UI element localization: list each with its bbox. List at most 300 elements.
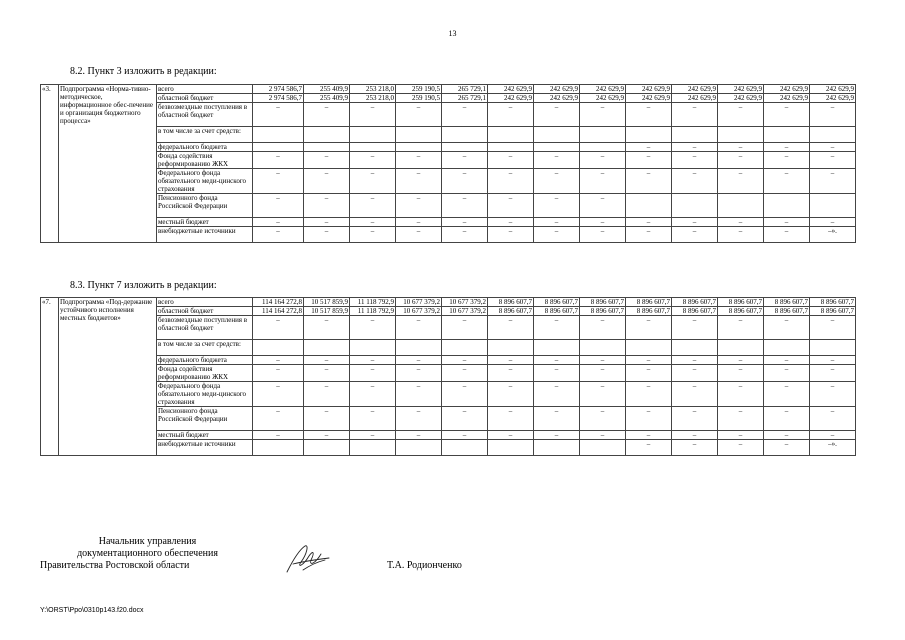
amount-cell: – [442, 103, 488, 127]
amount-cell: 242 629,9 [810, 85, 856, 94]
amount-cell: 242 629,9 [672, 94, 718, 103]
amount-cell [626, 340, 672, 356]
amount-cell: – [764, 316, 810, 340]
signer-title-line1: Начальник управления [98, 536, 197, 547]
amount-cell: 8 896 607,7 [810, 298, 856, 307]
amount-cell: 253 218,0 [350, 94, 396, 103]
amount-cell: 259 190,5 [396, 85, 442, 94]
table-row [41, 227, 856, 243]
amount-cell: – [580, 227, 626, 243]
amount-cell: 242 629,9 [580, 85, 626, 94]
amount-cell: – [488, 431, 534, 440]
funding-source: всего [157, 298, 253, 307]
amount-cell: – [764, 431, 810, 440]
amount-cell: – [626, 143, 672, 152]
amount-cell: – [718, 103, 764, 127]
page-number: 13 [448, 29, 457, 38]
funding-source: местный бюджет [157, 218, 253, 227]
amount-cell: – [488, 152, 534, 169]
amount-cell: – [626, 316, 672, 340]
amount-cell: – [626, 440, 672, 456]
amount-cell: – [396, 316, 442, 340]
funding-source: местный бюджет [157, 431, 253, 440]
funding-source: Фонда содействия реформированию ЖКХ [157, 365, 253, 382]
amount-cell: 114 164 272,8 [253, 307, 304, 316]
amount-cell: – [534, 365, 580, 382]
amount-cell: – [396, 407, 442, 431]
amount-cell: –». [810, 227, 856, 243]
amount-cell: – [253, 407, 304, 431]
amount-cell: –». [810, 440, 856, 456]
amount-cell: – [810, 169, 856, 194]
file-path: Y:\ORST\Ppo\0310p143.f20.docx [40, 607, 144, 614]
amount-cell: – [442, 407, 488, 431]
funding-source: областной бюджет [157, 94, 253, 103]
amount-cell [718, 127, 764, 143]
amount-cell: – [580, 356, 626, 365]
table-row [41, 440, 856, 456]
amount-cell: 10 677 379,2 [442, 298, 488, 307]
amount-cell: – [534, 103, 580, 127]
amount-cell: – [810, 152, 856, 169]
amount-cell [304, 143, 350, 152]
amount-cell: – [396, 152, 442, 169]
table-row [41, 307, 856, 316]
amount-cell [304, 340, 350, 356]
amount-cell: – [396, 382, 442, 407]
amount-cell: – [442, 356, 488, 365]
amount-cell: – [810, 356, 856, 365]
amount-cell: 242 629,9 [764, 85, 810, 94]
amount-cell: – [304, 218, 350, 227]
amount-cell: – [534, 169, 580, 194]
amount-cell [253, 127, 304, 143]
amount-cell: – [626, 218, 672, 227]
amount-cell: – [718, 316, 764, 340]
amount-cell [534, 127, 580, 143]
amount-cell: – [350, 382, 396, 407]
table-row [41, 356, 856, 365]
amount-cell: – [810, 143, 856, 152]
amount-cell: 114 164 272,8 [253, 298, 304, 307]
amount-cell: 8 896 607,7 [810, 307, 856, 316]
table-row [41, 194, 856, 218]
section-heading-8-3: 8.3. Пункт 7 изложить в редакции: [70, 280, 217, 291]
amount-cell: – [304, 152, 350, 169]
amount-cell: 8 896 607,7 [672, 307, 718, 316]
amount-cell [718, 340, 764, 356]
funding-source: областной бюджет [157, 307, 253, 316]
amount-cell [253, 440, 304, 456]
signature-block [40, 536, 255, 572]
table-row [41, 94, 856, 103]
amount-cell: – [442, 152, 488, 169]
amount-cell: 259 190,5 [396, 94, 442, 103]
amount-cell: 8 896 607,7 [488, 298, 534, 307]
table-row [41, 316, 856, 340]
amount-cell [672, 194, 718, 218]
amount-cell [396, 340, 442, 356]
amount-cell: – [442, 316, 488, 340]
funding-source: Пенсионного фонда Российской Федерации [157, 194, 253, 218]
amount-cell: – [304, 365, 350, 382]
amount-cell: – [396, 218, 442, 227]
amount-cell: – [764, 169, 810, 194]
amount-cell: – [534, 227, 580, 243]
amount-cell: – [253, 194, 304, 218]
amount-cell: 8 896 607,7 [580, 307, 626, 316]
amount-cell: – [534, 431, 580, 440]
amount-cell: – [253, 218, 304, 227]
amount-cell: – [442, 218, 488, 227]
funding-source: Фонда содействия реформированию ЖКХ [157, 152, 253, 169]
table-row [41, 431, 856, 440]
amount-cell [442, 143, 488, 152]
amount-cell [580, 143, 626, 152]
amount-cell [534, 340, 580, 356]
amount-cell: 8 896 607,7 [672, 298, 718, 307]
amount-cell [488, 143, 534, 152]
funding-source: федерального бюджета [157, 143, 253, 152]
budget-table-subprogram-3 [40, 84, 856, 243]
amount-cell: 11 118 792,9 [350, 307, 396, 316]
amount-cell: – [442, 227, 488, 243]
funding-source: безвозмездные поступления в областной бюджет [157, 316, 253, 340]
amount-cell: – [534, 356, 580, 365]
amount-cell: – [672, 382, 718, 407]
amount-cell [534, 440, 580, 456]
amount-cell [580, 440, 626, 456]
amount-cell: – [672, 316, 718, 340]
amount-cell [304, 440, 350, 456]
amount-cell: – [718, 169, 764, 194]
amount-cell: – [810, 382, 856, 407]
amount-cell: – [580, 152, 626, 169]
amount-cell: – [253, 365, 304, 382]
table-row [41, 407, 856, 431]
table-row [41, 127, 856, 143]
amount-cell [488, 340, 534, 356]
amount-cell: – [304, 431, 350, 440]
amount-cell: – [396, 169, 442, 194]
signer-title-line2: документационного обеспечения [77, 548, 218, 559]
amount-cell: – [718, 143, 764, 152]
amount-cell: – [626, 407, 672, 431]
amount-cell [718, 194, 764, 218]
amount-cell: – [534, 316, 580, 340]
amount-cell: – [304, 382, 350, 407]
amount-cell: – [580, 169, 626, 194]
amount-cell: – [396, 365, 442, 382]
amount-cell: – [442, 169, 488, 194]
amount-cell [350, 440, 396, 456]
table-row [41, 218, 856, 227]
row-index: «3. [41, 85, 59, 243]
amount-cell: – [350, 169, 396, 194]
amount-cell: – [304, 227, 350, 243]
amount-cell [442, 127, 488, 143]
amount-cell: – [672, 407, 718, 431]
amount-cell: – [534, 152, 580, 169]
amount-cell: – [442, 194, 488, 218]
amount-cell: – [304, 194, 350, 218]
funding-source: Федерального фонда обязательного меди-цинского страхования [157, 169, 253, 194]
amount-cell: – [304, 103, 350, 127]
amount-cell: – [396, 431, 442, 440]
amount-cell: 10 677 379,2 [442, 307, 488, 316]
amount-cell: – [764, 103, 810, 127]
amount-cell [626, 194, 672, 218]
amount-cell: – [580, 407, 626, 431]
amount-cell: – [718, 356, 764, 365]
amount-cell: 8 896 607,7 [764, 298, 810, 307]
amount-cell: – [626, 227, 672, 243]
amount-cell: – [253, 227, 304, 243]
amount-cell: – [350, 407, 396, 431]
amount-cell [810, 194, 856, 218]
amount-cell: 242 629,9 [488, 94, 534, 103]
amount-cell: – [672, 440, 718, 456]
amount-cell: – [764, 356, 810, 365]
amount-cell [253, 340, 304, 356]
amount-cell: 8 896 607,7 [764, 307, 810, 316]
amount-cell: 242 629,9 [672, 85, 718, 94]
amount-cell: – [580, 431, 626, 440]
amount-cell: – [672, 356, 718, 365]
amount-cell: – [488, 169, 534, 194]
amount-cell: – [350, 103, 396, 127]
table-row [41, 340, 856, 356]
amount-cell: – [764, 218, 810, 227]
amount-cell: 8 896 607,7 [626, 298, 672, 307]
amount-cell [350, 143, 396, 152]
amount-cell: 253 218,0 [350, 85, 396, 94]
funding-source: в том числе за счет средств: [157, 340, 253, 356]
handwritten-signature [283, 540, 331, 578]
amount-cell: – [672, 431, 718, 440]
amount-cell: – [764, 143, 810, 152]
amount-cell: – [488, 356, 534, 365]
signer-title-line3: Правительства Ростовской области [40, 560, 190, 571]
amount-cell: 265 729,1 [442, 94, 488, 103]
amount-cell: 11 118 792,9 [350, 298, 396, 307]
table-row [41, 85, 856, 94]
amount-cell: – [626, 169, 672, 194]
amount-cell: – [304, 407, 350, 431]
amount-cell: – [580, 365, 626, 382]
amount-cell: – [350, 356, 396, 365]
amount-cell: 10 517 859,9 [304, 307, 350, 316]
amount-cell: 242 629,9 [488, 85, 534, 94]
amount-cell: – [764, 407, 810, 431]
amount-cell: – [396, 194, 442, 218]
amount-cell: 8 896 607,7 [626, 307, 672, 316]
amount-cell: – [253, 152, 304, 169]
amount-cell: – [672, 218, 718, 227]
amount-cell: – [350, 152, 396, 169]
amount-cell: – [442, 431, 488, 440]
amount-cell: – [810, 431, 856, 440]
amount-cell: 242 629,9 [718, 85, 764, 94]
amount-cell [580, 127, 626, 143]
amount-cell: 8 896 607,7 [534, 307, 580, 316]
amount-cell: 8 896 607,7 [718, 298, 764, 307]
amount-cell: – [534, 218, 580, 227]
amount-cell: – [626, 365, 672, 382]
program-name: Подпрограмма «Норма-тивно-методическое, информационное обес-печение и организация бюджетного процесса» [59, 85, 157, 243]
amount-cell: – [253, 316, 304, 340]
amount-cell: – [626, 152, 672, 169]
table-row [41, 103, 856, 127]
amount-cell: – [488, 194, 534, 218]
amount-cell: – [810, 218, 856, 227]
amount-cell: – [488, 218, 534, 227]
amount-cell: – [764, 227, 810, 243]
amount-cell: – [253, 169, 304, 194]
table-row [41, 169, 856, 194]
amount-cell [764, 194, 810, 218]
amount-cell: – [253, 431, 304, 440]
amount-cell: – [718, 218, 764, 227]
amount-cell: – [396, 356, 442, 365]
amount-cell: – [253, 382, 304, 407]
amount-cell: – [764, 152, 810, 169]
section-heading-8-2: 8.2. Пункт 3 изложить в редакции: [70, 66, 217, 77]
amount-cell: – [396, 103, 442, 127]
amount-cell: 265 729,1 [442, 85, 488, 94]
amount-cell: – [253, 103, 304, 127]
amount-cell: – [718, 365, 764, 382]
amount-cell: – [488, 316, 534, 340]
amount-cell: – [718, 431, 764, 440]
funding-source: внебюджетные источники [157, 440, 253, 456]
amount-cell: 2 974 586,7 [253, 94, 304, 103]
table-row [41, 382, 856, 407]
amount-cell: – [672, 103, 718, 127]
amount-cell: 8 896 607,7 [580, 298, 626, 307]
amount-cell: 242 629,9 [718, 94, 764, 103]
amount-cell: – [580, 316, 626, 340]
funding-source: федерального бюджета [157, 356, 253, 365]
amount-cell: – [488, 407, 534, 431]
amount-cell: 242 629,9 [534, 85, 580, 94]
amount-cell: 10 677 379,2 [396, 298, 442, 307]
amount-cell: – [718, 382, 764, 407]
amount-cell: – [810, 103, 856, 127]
amount-cell: 255 409,9 [304, 85, 350, 94]
amount-cell: – [626, 431, 672, 440]
amount-cell: – [626, 356, 672, 365]
amount-cell: – [626, 382, 672, 407]
amount-cell [626, 127, 672, 143]
amount-cell: – [304, 316, 350, 340]
amount-cell: – [350, 227, 396, 243]
amount-cell: 255 409,9 [304, 94, 350, 103]
amount-cell: 242 629,9 [534, 94, 580, 103]
amount-cell: – [350, 194, 396, 218]
amount-cell: – [810, 316, 856, 340]
amount-cell: – [488, 103, 534, 127]
funding-source: в том числе за счет средств: [157, 127, 253, 143]
amount-cell: 242 629,9 [626, 94, 672, 103]
amount-cell [442, 340, 488, 356]
amount-cell: – [488, 365, 534, 382]
amount-cell [764, 127, 810, 143]
amount-cell: 10 517 859,9 [304, 298, 350, 307]
amount-cell: – [304, 169, 350, 194]
amount-cell: – [488, 382, 534, 407]
amount-cell: – [442, 382, 488, 407]
amount-cell: – [672, 169, 718, 194]
amount-cell: – [350, 431, 396, 440]
amount-cell [396, 440, 442, 456]
amount-cell: – [764, 440, 810, 456]
amount-cell: – [672, 143, 718, 152]
amount-cell [488, 440, 534, 456]
amount-cell: – [350, 316, 396, 340]
amount-cell [764, 340, 810, 356]
amount-cell: – [304, 356, 350, 365]
amount-cell: 8 896 607,7 [718, 307, 764, 316]
amount-cell: – [488, 227, 534, 243]
signer-name: Т.А. Родионченко [387, 560, 462, 571]
amount-cell: – [580, 382, 626, 407]
amount-cell [350, 127, 396, 143]
amount-cell: – [442, 365, 488, 382]
amount-cell [350, 340, 396, 356]
amount-cell [304, 127, 350, 143]
amount-cell [810, 127, 856, 143]
amount-cell [442, 440, 488, 456]
budget-table-subprogram-7 [40, 297, 856, 456]
amount-cell [396, 143, 442, 152]
amount-cell: – [626, 103, 672, 127]
amount-cell: 242 629,9 [580, 94, 626, 103]
table-row [41, 365, 856, 382]
amount-cell: – [810, 365, 856, 382]
funding-source: всего [157, 85, 253, 94]
amount-cell: 8 896 607,7 [488, 307, 534, 316]
amount-cell: – [396, 227, 442, 243]
amount-cell [672, 340, 718, 356]
amount-cell: – [718, 407, 764, 431]
table-row [41, 298, 856, 307]
amount-cell: – [672, 152, 718, 169]
funding-source: внебюджетные источники [157, 227, 253, 243]
amount-cell: – [580, 194, 626, 218]
amount-cell: – [764, 365, 810, 382]
amount-cell: – [718, 227, 764, 243]
amount-cell: 242 629,9 [810, 94, 856, 103]
program-name: Подпрограмма «Под-держание устойчивого исполнения местных бюджетов» [59, 298, 157, 456]
amount-cell: – [534, 382, 580, 407]
amount-cell: – [534, 194, 580, 218]
amount-cell [396, 127, 442, 143]
amount-cell [253, 143, 304, 152]
funding-source: Федерального фонда обязательного меди-цинского страхования [157, 382, 253, 407]
amount-cell [810, 340, 856, 356]
amount-cell: 242 629,9 [764, 94, 810, 103]
amount-cell: – [580, 218, 626, 227]
amount-cell: – [764, 382, 810, 407]
amount-cell: – [350, 218, 396, 227]
amount-cell: – [718, 152, 764, 169]
amount-cell: – [253, 356, 304, 365]
amount-cell: – [718, 440, 764, 456]
amount-cell [534, 143, 580, 152]
amount-cell: 10 677 379,2 [396, 307, 442, 316]
amount-cell: – [350, 365, 396, 382]
